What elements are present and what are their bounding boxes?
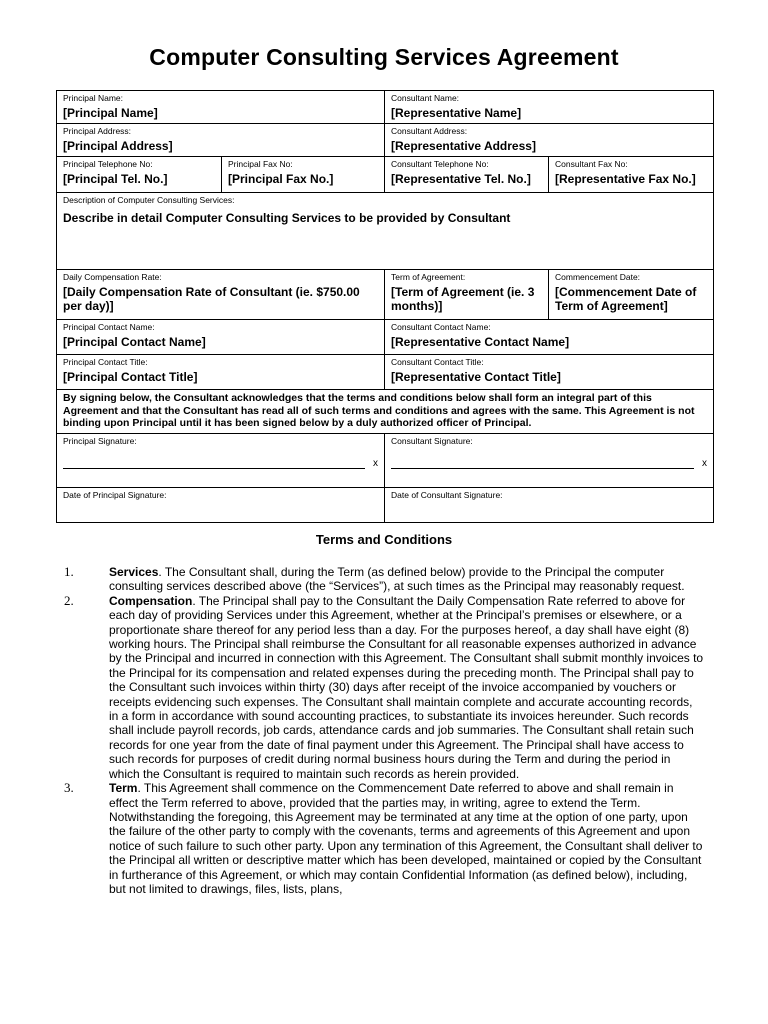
consultant-fax-field[interactable]: [Representative Fax No.] xyxy=(555,172,696,186)
rate-cell xyxy=(57,270,385,320)
principal-fax-field[interactable]: [Principal Fax No.] xyxy=(228,172,334,186)
principal-signature-cell xyxy=(57,433,385,487)
terms-title: Terms and Conditions xyxy=(315,532,453,547)
principal-title-field[interactable]: [Principal Contact Title] xyxy=(63,370,198,384)
term-text: . This Agreement shall commence on the Commencement Date referred to above and shall remain in effect the Term referred to above, provided that the parties may, in writing, agree to extend the Term. Notwithstanding the foregoing, this Agreement may be terminated at any time at the option of one party, upon the failure of the other party to comply with the covenants, terms and agreements of this Agreement and upon notice of such failure to such other party. Upon any termination of this Agreement, the Consultant shall deliver to the Principal all written or descriptive matter which has been developed, maintained or copied by the Consultant in furtherance of this Agreement, or which may contain Confidential Information (as defined below), including, but not limited to drawings, files, lists, plans, xyxy=(109,781,703,896)
term-body xyxy=(109,781,704,896)
term-item xyxy=(64,565,704,594)
consultant-title-label: Consultant Contact Title: xyxy=(391,357,484,367)
description-label: Description of Computer Consulting Services: xyxy=(63,195,235,205)
consultant-date-cell[interactable] xyxy=(385,487,714,522)
consultant-address-field[interactable]: [Representative Address] xyxy=(391,139,536,153)
term-number: 2. xyxy=(64,592,74,608)
principal-tel-cell xyxy=(57,157,222,193)
principal-date-label: Date of Principal Signature: xyxy=(63,489,167,500)
description-field[interactable]: Describe in detail Computer Consulting Services to be provided by Consultant xyxy=(63,211,511,225)
consultant-contact-cell xyxy=(385,320,714,355)
principal-signature-label: Principal Signature: xyxy=(63,435,137,446)
term-text: . The Principal shall pay to the Consultant the Daily Compensation Rate referred to above for each day of providing Services under this Agreement, whether at the Principal’s premises or elsewhere, or a proportionate share thereof for any period less than a day. For the purposes hereof, a day shall have eight (8) working hours. The Principal shall reimburse the Consultant for all reasonable expenses authorized in advance by the Principal and incurred in connection with this Agreement. The Consultant shall submit monthly invoices to the Principal for its compensation and related expenses during the preceding month. The Principal shall pay to the Consultant such invoices within thirty (30) days after receipt of the invoice accompanied by vouchers or receipts evidencing such expenses. The Consultant shall maintain complete and accurate accounting records, in a form in accordance with sound accounting practices, to substantiate its invoices hereunder. Such records shall include payroll records, job cards, attendance cards and job summaries. The Consultant shall retain such records for one year from the date of final payment under this Agreement. The Principal shall have access to such records for purposes of credit during normal business hours during the Term and during the period in which the Consultant is required to maintain such records as herein provided. xyxy=(109,593,704,781)
term-body xyxy=(109,565,704,594)
consultant-tel-field[interactable]: [Representative Tel. No.] xyxy=(391,172,531,186)
term-text: . The Consultant shall, during the Term (as defined below) provide to the Principal the computer consulting services described above (the “Services”), at such times as the Principal may reasonably request. xyxy=(109,565,685,594)
principal-address-cell xyxy=(57,124,385,157)
commencement-label: Commencement Date: xyxy=(555,272,641,282)
consultant-address-label: Consultant Address: xyxy=(391,126,468,136)
consultant-address-cell xyxy=(385,124,714,157)
commencement-cell xyxy=(549,270,714,320)
consultant-title-cell xyxy=(385,355,714,390)
consultant-date-label: Date of Consultant Signature: xyxy=(391,489,503,500)
term-heading: Services xyxy=(109,565,159,579)
term-heading: Compensation xyxy=(109,593,193,608)
rate-label: Daily Compensation Rate: xyxy=(63,272,162,282)
consultant-signature-cell xyxy=(385,433,714,487)
term-item xyxy=(64,781,704,896)
principal-address-label: Principal Address: xyxy=(63,126,132,136)
principal-contact-field[interactable]: [Principal Contact Name] xyxy=(63,335,206,349)
consultant-contact-label: Consultant Contact Name: xyxy=(391,322,491,332)
consultant-signature-x: x xyxy=(702,457,708,469)
principal-title-label: Principal Contact Title: xyxy=(63,357,148,367)
term-number: 3. xyxy=(64,780,74,796)
principal-address-field[interactable]: [Principal Address] xyxy=(63,139,173,153)
consultant-signature-line[interactable] xyxy=(391,458,694,469)
consultant-name-label: Consultant Name: xyxy=(391,93,460,103)
principal-signature-line[interactable] xyxy=(63,458,365,469)
consultant-title-field[interactable]: [Representative Contact Title] xyxy=(391,370,561,384)
consultant-fax-cell xyxy=(549,157,714,193)
principal-tel-field[interactable]: [Principal Tel. No.] xyxy=(63,172,168,186)
consultant-name-cell xyxy=(385,91,714,124)
term-item xyxy=(64,594,704,781)
principal-tel-label: Principal Telephone No: xyxy=(63,159,153,169)
description-cell xyxy=(57,193,714,270)
terms-list xyxy=(64,565,704,896)
consultant-contact-field[interactable]: [Representative Contact Name] xyxy=(391,335,570,349)
notice-cell xyxy=(57,390,714,434)
principal-contact-cell xyxy=(57,320,385,355)
commencement-field[interactable]: [Commencement Date of Term of Agreement] xyxy=(555,285,697,313)
principal-fax-label: Principal Fax No: xyxy=(228,159,293,169)
principal-title-cell xyxy=(57,355,385,390)
principal-signature-x: x xyxy=(373,457,379,469)
principal-contact-label: Principal Contact Name: xyxy=(63,322,155,332)
consultant-fax-label: Consultant Fax No: xyxy=(555,159,628,169)
term-field[interactable]: [Term of Agreement (ie. 3 months)] xyxy=(391,285,535,313)
term-label: Term of Agreement: xyxy=(391,272,466,282)
term-number: 1. xyxy=(64,564,74,579)
consultant-tel-cell xyxy=(385,157,549,193)
principal-name-cell xyxy=(57,91,385,124)
term-cell xyxy=(385,270,549,320)
term-heading: Term xyxy=(109,781,138,796)
rate-field[interactable]: [Daily Compensation Rate of Consultant (ie. $750.00 per day)] xyxy=(63,285,360,313)
document-title: Computer Consulting Services Agreement xyxy=(149,44,619,70)
consultant-name-field[interactable]: [Representative Name] xyxy=(391,106,522,120)
principal-name-label: Principal Name: xyxy=(63,93,123,103)
consultant-signature-label: Consultant Signature: xyxy=(391,435,473,446)
consultant-tel-label: Consultant Telephone No: xyxy=(391,159,489,169)
principal-date-cell[interactable] xyxy=(57,487,385,522)
signing-notice: By signing below, the Consultant acknowledges that the terms and conditions below shall form an integral part of this Agreement and that the Consultant has read all of such terms and conditions and agrees with the same. This Agreement is not binding upon Principal until it has been signed below by a duly authorized officer of Principal. xyxy=(63,392,695,429)
principal-fax-cell xyxy=(222,157,385,193)
principal-name-field[interactable]: [Principal Name] xyxy=(63,106,158,120)
term-body xyxy=(109,594,704,781)
agreement-form xyxy=(56,90,714,523)
